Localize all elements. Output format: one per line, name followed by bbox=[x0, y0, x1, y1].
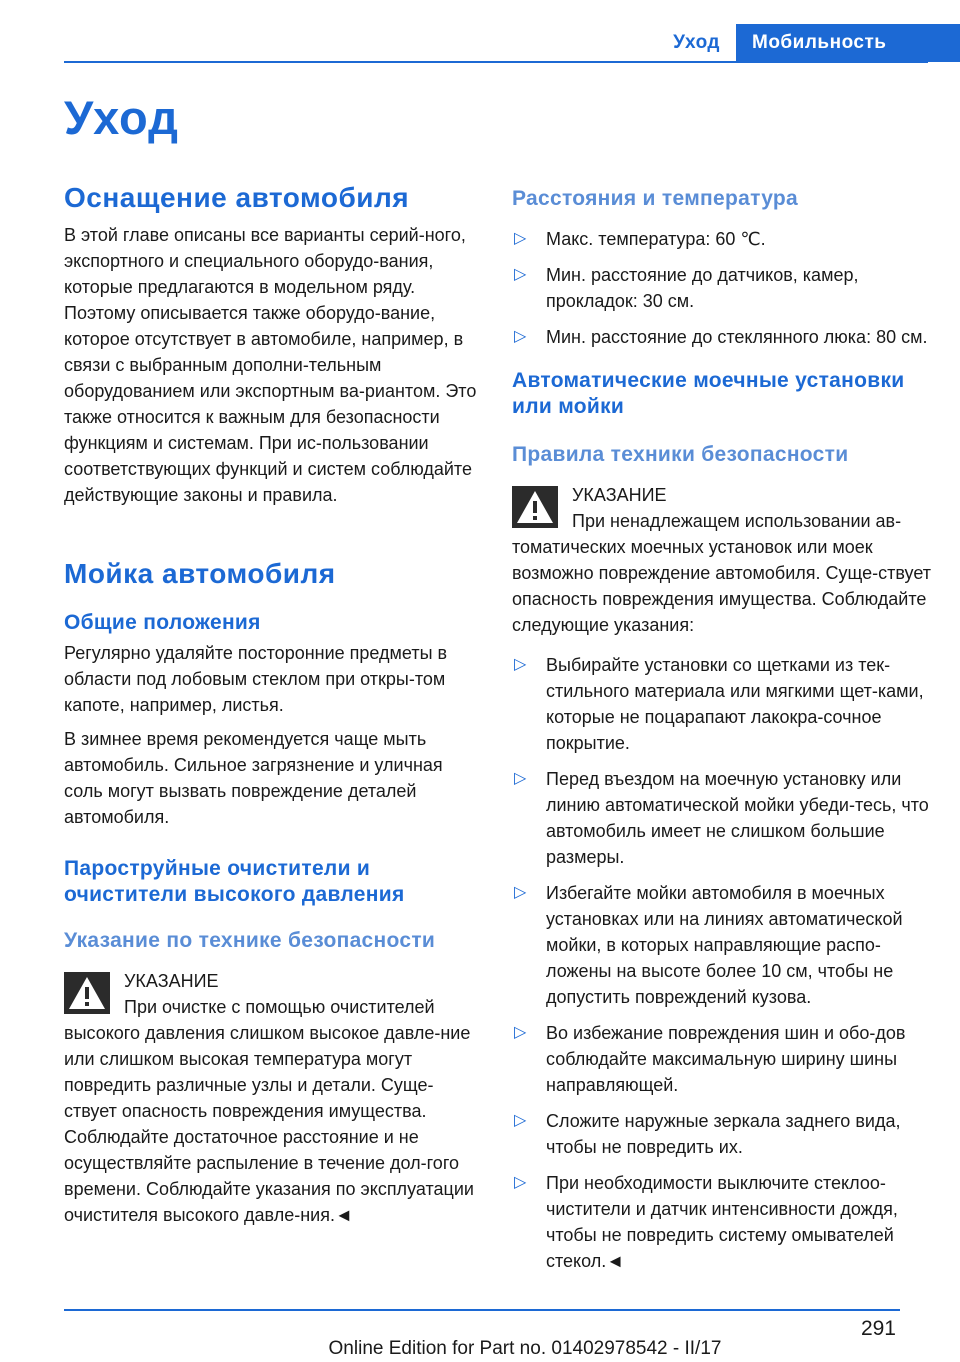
tab-mobility[interactable]: Мобильность bbox=[736, 24, 960, 62]
tab-care[interactable]: Уход bbox=[673, 32, 720, 53]
header-rule bbox=[64, 61, 928, 63]
heading-safety-rules: Правила техники безопасности bbox=[512, 443, 849, 466]
list-item: ▷ Выбирайте установки со щетками из тек-стильного материала или мягкими щет-ками, которые не поцарапают лакокра-сочное покрытие. bbox=[512, 652, 932, 756]
page-number: 291 bbox=[860, 1317, 896, 1340]
triangle-bullet-icon: ▷ bbox=[514, 328, 527, 345]
warning-text-right: томатических моечных установок или моек возможно повреждение автомобиля. Суще-ствует опасность повреждения имущества. Соблюдайте следующие указания: bbox=[512, 537, 932, 635]
warning-triangle-icon bbox=[64, 972, 110, 1014]
heading-steam-cleaners: Пароструйные очистители и очистители высокого давления bbox=[64, 857, 405, 906]
safety-rules-list bbox=[512, 652, 932, 1274]
list-item: ▷ При необходимости выключите стеклоо-чистители и датчик интенсивности дождя, чтобы не повредить систему омывателей стекол.◄ bbox=[512, 1170, 932, 1274]
heading-automatic-wash: Автоматические моечные установки или мойки bbox=[512, 369, 905, 418]
equipment-text: В этой главе описаны все варианты серий-ного, экспортного и специального оборудо-вания, которые предлагаются в модельном ряду. Поэтому описывается также оборудо-вание, которое отсутствует в автомобиле, например, в связи с выбранным дополни-тельным оборудованием или экспортным ва-риантом. Это также относится к важным для безопасности функциям и системам. При ис-пользовании соответствующих функций и систем соблюдайте действующие законы и правила. bbox=[64, 225, 477, 505]
heading-distances: Расстояния и температура bbox=[512, 187, 799, 210]
warning-first-line-left: При очистке с помощью очистителей bbox=[124, 997, 435, 1017]
list-item: ▷ Во избежание повреждения шин и обо-дов соблюдайте максимальную ширину шины направляющей. bbox=[512, 1020, 932, 1098]
heading-general: Общие положения bbox=[64, 611, 261, 634]
list-item: ▷ Избегайте мойки автомобиля в моечных установках или на линиях автоматической мойки, в которых направляющие распо-ложены на высоте более 10 см, чтобы не допустить повреждений кузова. bbox=[512, 880, 932, 1010]
triangle-bullet-icon: ▷ bbox=[514, 230, 527, 247]
footer-edition: Online Edition for Part no. 01402978542 - II/17 bbox=[328, 1338, 722, 1359]
warning-block-right bbox=[512, 482, 932, 534]
list-item: ▷ Макс. температура: 60 ℃. bbox=[512, 226, 932, 252]
warning-block-left bbox=[64, 968, 482, 1020]
list-item: ▷ Мин. расстояние до датчиков, камер, прокладок: 30 см. bbox=[512, 262, 932, 314]
triangle-bullet-icon: ▷ bbox=[514, 884, 527, 901]
footer-rule bbox=[64, 1309, 900, 1311]
triangle-bullet-icon: ▷ bbox=[514, 1112, 527, 1129]
left-column bbox=[64, 180, 482, 1228]
triangle-bullet-icon: ▷ bbox=[514, 770, 527, 787]
general-text-2: В зимнее время рекомендуется чаще мыть автомобиль. Сильное загрязнение и уличная соль могут вызвать повреждение деталей автомобиля. bbox=[64, 729, 443, 827]
heading-equipment: Оснащение автомобиля bbox=[64, 182, 410, 213]
right-column bbox=[512, 180, 932, 1284]
warning-triangle-icon bbox=[512, 486, 558, 528]
triangle-bullet-icon: ▷ bbox=[514, 1024, 527, 1041]
warning-first-line-right: При ненадлежащем использовании ав- bbox=[572, 511, 902, 531]
triangle-bullet-icon: ▷ bbox=[514, 1174, 527, 1191]
triangle-bullet-icon: ▷ bbox=[514, 266, 527, 283]
warning-label-left: УКАЗАНИЕ bbox=[124, 971, 219, 991]
distances-list bbox=[512, 226, 932, 350]
general-text-1: Регулярно удаляйте посторонние предметы в области под лобовым стеклом при откры-том капоте, например, листья. bbox=[64, 643, 448, 715]
heading-safety-note: Указание по технике безопасности bbox=[64, 929, 436, 952]
header-tabs bbox=[657, 24, 960, 62]
list-item: ▷ Сложите наружные зеркала заднего вида, чтобы не повредить их. bbox=[512, 1108, 932, 1160]
list-item: ▷ Мин. расстояние до стеклянного люка: 80 см. bbox=[512, 324, 932, 350]
heading-car-wash: Мойка автомобиля bbox=[64, 558, 336, 589]
triangle-bullet-icon: ▷ bbox=[514, 656, 527, 673]
list-item: ▷ Перед въездом на моечную установку или линию автоматической мойки убеди-тесь, что автомобиль имеет не слишком большие размеры. bbox=[512, 766, 932, 870]
warning-label-right: УКАЗАНИЕ bbox=[572, 485, 667, 505]
warning-text-left: высокого давления слишком высокое давле-ние или слишком высокая температура могут повредить различные узлы и детали. Суще-ствует опасность повреждения имущества. Соблюдайте достаточное расстояние и не осуществляйте распыление в течение дол-гого времени. Соблюдайте указания по эксплуатации очистителя высокого давле-ния.◄ bbox=[64, 1023, 474, 1225]
page-title: Уход bbox=[64, 91, 179, 144]
